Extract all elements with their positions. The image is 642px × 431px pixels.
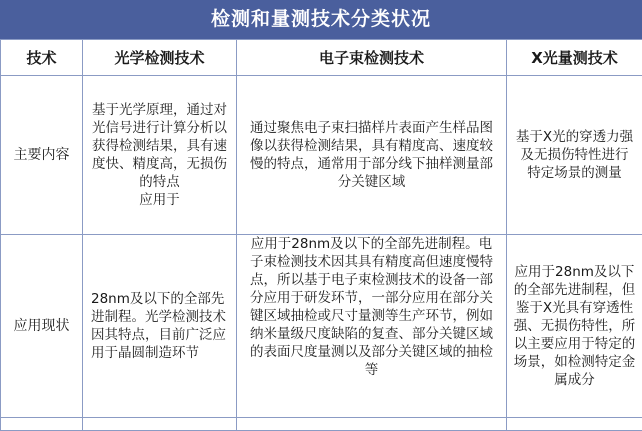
- table-title: 检测和量测技术分类状况: [0, 0, 642, 39]
- cell-text: 基于光学原理，通过对光信号进行计算分析以获得检测结果，具有速度快、精度高，无损伤的特点 应用于: [85, 101, 234, 209]
- xray-application-status: [507, 235, 642, 418]
- cell-text: 应用于28nm及以下的全部先进制程，但鉴于X光具有穿透性强、无损伤特性，所以主要应用于特定的场景，如检测特定金属成分: [509, 263, 640, 389]
- row-label-main-content: 主要内容: [1, 76, 83, 235]
- cell-text: 通过聚焦电子束扫描样片表面产生样品图像以获得检测结果，具有精度高、速度较慢的特点，通常用于部分线下抽样测量部分关键区域: [239, 119, 504, 191]
- empty-cell: [237, 418, 507, 431]
- classification-table: [0, 39, 642, 431]
- empty-cell: [83, 418, 237, 431]
- row-label-application-status: 应用现状: [1, 235, 83, 418]
- cell-text: 28nm及以下的全部先进制程。光学检测技术因其特点，目前广泛应用于晶圆制造环节: [85, 290, 234, 362]
- optical-application-status: [83, 235, 237, 418]
- header-row: [1, 40, 642, 76]
- column-header-electron-beam: 电子束检测技术: [237, 40, 507, 76]
- xray-main-content: [507, 76, 642, 235]
- cell-text: 应用于28nm及以下的全部先进制程。电子束检测技术因其具有精度高但速度慢特点，所以基于电子束检测技术的设备一部分应用于研发环节，一部分应用在部分关键区域抽检或尺寸量测等生产环节，例如纳米量级尺度缺陷的复查、部分关键区域的表面尺度量测以及部分关键区域的抽检等: [239, 235, 504, 379]
- table-row: [1, 418, 642, 431]
- column-header-xray: X光量测技术: [507, 40, 642, 76]
- optical-main-content: [83, 76, 237, 235]
- electron-beam-application-status: [237, 235, 507, 418]
- empty-cell: [507, 418, 642, 431]
- table-row: [1, 76, 642, 235]
- column-header-optical: 光学检测技术: [83, 40, 237, 76]
- electron-beam-main-content: [237, 76, 507, 235]
- empty-cell: [1, 418, 83, 431]
- cell-text: 基于X光的穿透力强及无损伤特性进行特定场景的测量: [509, 128, 640, 182]
- column-header-technology: 技术: [1, 40, 83, 76]
- table-row: [1, 235, 642, 418]
